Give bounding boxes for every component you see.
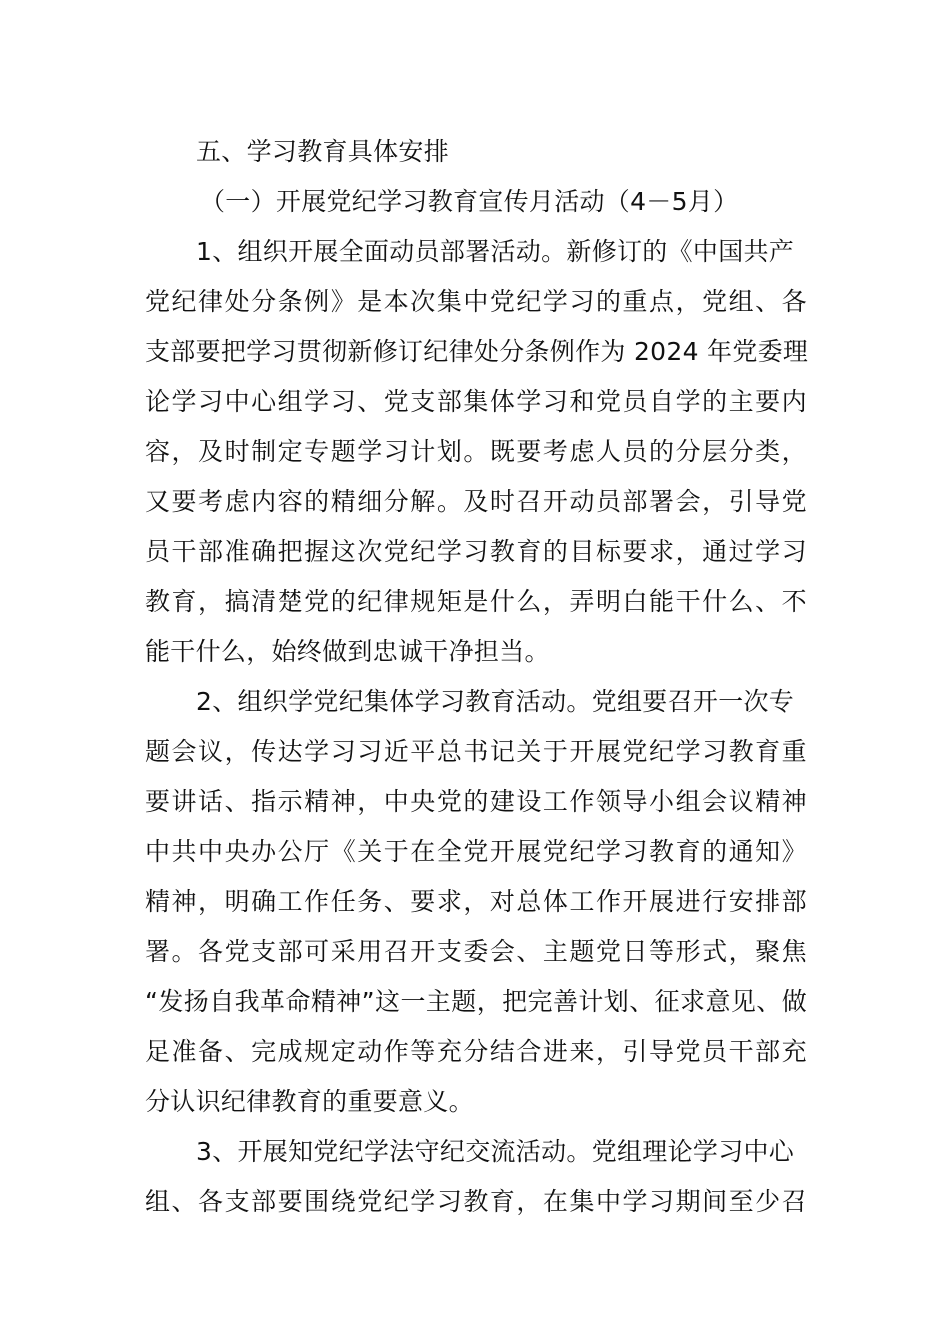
paragraph-2-line-4: 中共中央办公厅《关于在全党开展党纪学习教育的通知》 (145, 837, 807, 866)
paragraph-1-line-9: 能干什么，始终做到忠诚干净担当。 (145, 637, 550, 666)
paragraph-1-line-1: 1、组织开展全面动员部署活动。新修订的《中国共产 (196, 237, 795, 266)
section-heading: 五、学习教育具体安排 (196, 137, 450, 166)
paragraph-1-line-5: 容，及时制定专题学习计划。既要考虑人员的分层分类， (145, 437, 807, 466)
paragraph-2-line-3: 要讲话、指示精神，中央党的建设工作领导小组会议精神 (145, 787, 807, 816)
paragraph-2-line-9: 分认识纪律教育的重要意义。 (145, 1087, 474, 1116)
paragraph-1-line-8: 教育，搞清楚党的纪律规矩是什么，弄明白能干什么、不 (145, 587, 807, 616)
paragraph-2-line-2: 题会议，传达学习习近平总书记关于开展党纪学习教育重 (145, 737, 807, 766)
paragraph-3-line-1: 3、开展知党纪学法守纪交流活动。党组理论学习中心 (196, 1137, 795, 1166)
paragraph-2-line-7: “发扬自我革命精神”这一主题，把完善计划、征求意见、做 (145, 987, 807, 1016)
subsection-heading: （一）开展党纪学习教育宣传月活动（4－5月） (200, 187, 739, 216)
paragraph-2-line-5: 精神，明确工作任务、要求，对总体工作开展进行安排部 (145, 887, 807, 916)
paragraph-1-line-6: 又要考虑内容的精细分解。及时召开动员部署会，引导党 (145, 487, 807, 516)
paragraph-3-line-2: 组、各支部要围绕党纪学习教育，在集中学习期间至少召 (145, 1187, 807, 1216)
paragraph-1-line-2: 党纪律处分条例》是本次集中党纪学习的重点，党组、各 (145, 287, 807, 316)
paragraph-2-line-6: 署。各党支部可采用召开支委会、主题党日等形式，聚焦 (145, 937, 807, 966)
paragraph-1-line-4: 论学习中心组学习、党支部集体学习和党员自学的主要内 (145, 387, 807, 416)
paragraph-1-line-3: 支部要把学习贯彻新修订纪律处分条例作为 2024 年党委理 (145, 337, 809, 366)
paragraph-2-line-1: 2、组织学党纪集体学习教育活动。党组要召开一次专 (196, 687, 795, 716)
paragraph-1-line-7: 员干部准确把握这次党纪学习教育的目标要求，通过学习 (145, 537, 807, 566)
paragraph-2-line-8: 足准备、完成规定动作等充分结合进来，引导党员干部充 (145, 1037, 807, 1066)
